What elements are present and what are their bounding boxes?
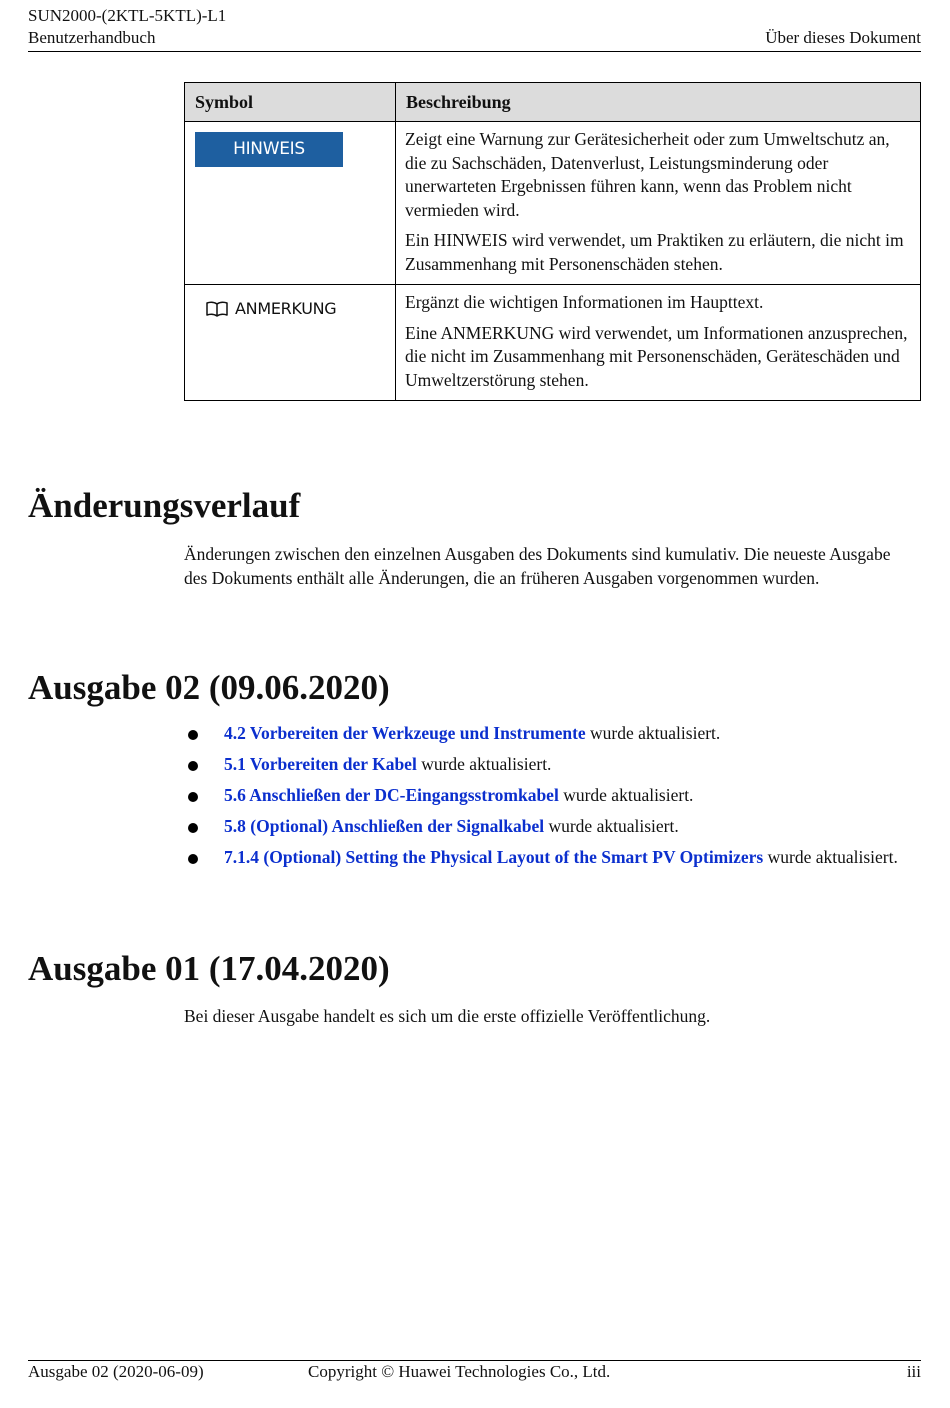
description-cell [396,122,921,285]
list-item [184,722,904,746]
footer-issue: Ausgabe 02 (2020-06-09) [28,1362,204,1381]
anmerkung-badge [205,297,336,321]
column-header-symbol: Symbol [185,83,396,122]
description-paragraph: Ein HINWEIS wird verwendet, um Praktiken zu erläutern, die nicht im Zusammenhang mit Personenschäden stehen. [405,230,904,274]
symbol-cell [185,285,396,401]
book-icon [205,301,229,317]
issue-01-text: Bei dieser Ausgabe handelt es sich um die erste offizielle Veröffentlichung. [184,1006,711,1026]
cross-reference-link[interactable]: 5.8 (Optional) Anschließen der Signalkabel [224,816,545,836]
history-intro: Änderungen zwischen den einzelnen Ausgaben des Dokuments sind kumulativ. Die neueste Ausgabe des Dokuments enthält alle Änderungen, die an früheren Ausgaben vorgenommen wurden. [184,544,891,588]
footer-copyright: Copyright © Huawei Technologies Co., Ltd. [308,1362,611,1381]
product-name: SUN2000-(2KTL-5KTL)-L1 [28,6,227,25]
cross-reference-link[interactable]: 4.2 Vorbereiten der Werkzeuge und Instrumente [224,723,586,743]
symbol-cell [185,122,396,285]
item-suffix: wurde aktualisiert. [416,754,552,774]
issue-01-heading: Ausgabe 01 (17.04.2020) [28,949,390,988]
description-cell [396,285,921,401]
item-suffix: wurde aktualisiert. [763,847,898,867]
page-number: iii [906,1362,921,1381]
hinweis-badge: HINWEIS [195,132,343,167]
cross-reference-link[interactable]: 5.6 Anschließen der DC-Eingangsstromkabel [224,785,559,805]
table-row-anmerkung [185,285,921,401]
bullet-icon [188,823,198,833]
list-item [184,753,904,777]
change-list [184,722,904,877]
page-header [28,5,921,52]
description-paragraph: Ergänzt die wichtigen Informationen im Haupttext. [405,292,764,312]
item-suffix: wurde aktualisiert. [585,723,721,743]
column-header-description: Beschreibung [396,83,921,122]
item-suffix: wurde aktualisiert. [544,816,679,836]
list-item [184,815,904,839]
section-title: Über dieses Dokument [765,28,921,47]
bullet-icon [188,730,198,740]
description-paragraph: Eine ANMERKUNG wird verwendet, um Informationen anzusprechen, die nicht im Zusammenhang mit Personenschäden, Geräteschäden und Umweltzerstörung stehen. [405,322,908,390]
anmerkung-label: ANMERKUNG [235,299,337,318]
issue-02-heading: Ausgabe 02 (09.06.2020) [28,668,390,707]
bullet-icon [188,761,198,771]
table-header-row [185,83,921,122]
table-row-hinweis [185,122,921,285]
document-type: Benutzerhandbuch [28,28,156,47]
description-paragraph: Zeigt eine Warnung zur Gerätesicherheit oder zum Umweltschutz an, die zu Sachschäden, Datenverlust, Leistungsminderung oder unerwarteten Ergebnissen führen kann, wenn das Problem nicht vermieden wird. [405,129,890,220]
bullet-icon [188,792,198,802]
history-heading: Änderungsverlauf [28,486,301,525]
page-footer [28,1360,921,1387]
symbol-table [184,82,921,401]
cross-reference-link[interactable]: 7.1.4 (Optional) Setting the Physical Layout of the Smart PV Optimizers [224,847,764,867]
item-suffix: wurde aktualisiert. [558,785,694,805]
cross-reference-link[interactable]: 5.1 Vorbereiten der Kabel [224,754,417,774]
list-item [184,784,904,808]
bullet-icon [188,854,198,864]
list-item [184,846,904,870]
